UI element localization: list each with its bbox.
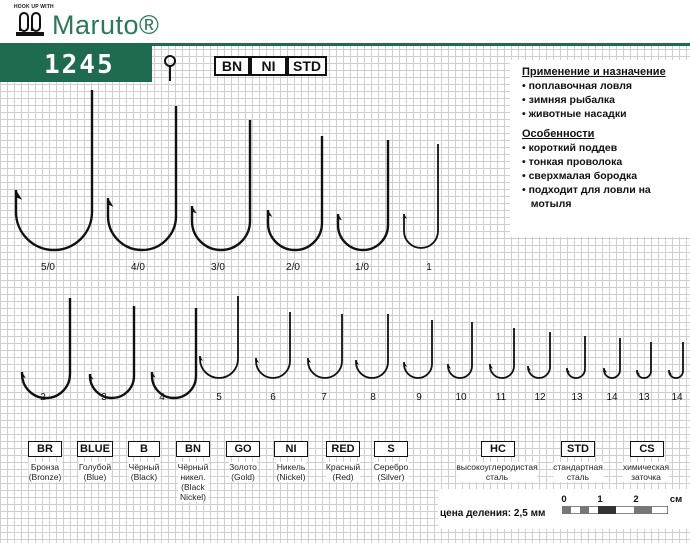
size-label: 5 (216, 392, 222, 403)
scale-mark: см (669, 494, 683, 505)
scale-mark: 0 (561, 494, 567, 505)
hook-8 (90, 306, 134, 398)
feature-item: • сверхмалая бородка (522, 170, 638, 182)
code-desc: Бронза (Bronze) (28, 462, 62, 482)
scale-mark: 1 (597, 494, 603, 505)
hook-16 (490, 328, 514, 378)
size-label: 10 (455, 392, 467, 403)
size-label: 2 (40, 392, 46, 403)
hook-3 (192, 120, 250, 250)
code-badge-br: BR (28, 441, 62, 457)
code-badge-go: GO (226, 441, 260, 457)
size-label: 11 (495, 392, 507, 403)
code-desc: Чёрный никел. (Black Nickel) (177, 462, 209, 502)
scale-ruler (562, 506, 668, 514)
size-label: 9 (416, 392, 422, 403)
size-label: 7 (321, 392, 327, 403)
feature-item: мотыля (522, 198, 572, 210)
hook-14 (404, 320, 432, 378)
code-desc: Красный (Red) (325, 462, 361, 482)
code-desc: высокоуглеродистая сталь (456, 462, 538, 482)
features-title: Особенности (522, 128, 595, 140)
code-badge-cs: CS (630, 441, 664, 457)
feature-item: • подходит для ловли на (522, 184, 651, 196)
ringed-eye-icon (160, 54, 180, 82)
size-label: 1/0 (355, 262, 369, 273)
code-desc: химическая заточка (622, 462, 670, 482)
code-badge-b: B (128, 441, 160, 457)
hook-4 (268, 136, 322, 250)
size-label: 13 (571, 392, 583, 403)
feature-item: • короткий поддев (522, 142, 618, 154)
code-desc: Серебро (Silver) (373, 462, 409, 482)
code-badge-bn: BN (176, 441, 210, 457)
hook-15 (448, 322, 472, 378)
size-label: 13 (638, 392, 650, 403)
size-label: 1 (426, 262, 432, 273)
hook-7 (22, 298, 70, 398)
hook-20 (637, 342, 651, 378)
code-badge-s: S (374, 441, 408, 457)
code-desc: стандартная сталь (553, 462, 603, 482)
hook-12 (308, 314, 342, 378)
scale-caption: цена деления: 2,5 мм (440, 508, 546, 519)
hook-10 (200, 296, 238, 378)
application-item: • поплавочная ловля (522, 80, 633, 92)
hook-17 (528, 332, 550, 378)
size-label: 14 (671, 392, 683, 403)
size-label: 6 (270, 392, 276, 403)
size-label: 5/0 (41, 262, 55, 273)
hook-13 (356, 314, 388, 378)
hook-21 (669, 342, 683, 378)
size-label: 14 (606, 392, 618, 403)
code-badge-red: RED (326, 441, 360, 457)
finish-badge-ni: NI (250, 56, 287, 76)
hook-sizes-illustration (0, 80, 690, 420)
size-label: 4 (159, 392, 165, 403)
hook-6 (404, 144, 438, 248)
application-title: Применение и назначение (522, 66, 666, 78)
size-label: 2/0 (286, 262, 300, 273)
code-desc: Чёрный (Black) (128, 462, 160, 482)
size-label: 12 (534, 392, 546, 403)
model-number: 1245 (44, 50, 115, 80)
application-item: • зимняя рыбалка (522, 94, 616, 106)
feature-item: • тонкая проволока (522, 156, 623, 168)
size-label: 8 (370, 392, 376, 403)
hook-11 (256, 312, 290, 378)
brand-logo-icon (14, 11, 46, 37)
code-desc: Никель (Nickel) (276, 462, 306, 482)
code-badge-ni: NI (274, 441, 308, 457)
hook-5 (338, 140, 388, 250)
code-desc: Золото (Gold) (229, 462, 257, 482)
finish-badge-bn: BN (214, 56, 250, 76)
brand-name: Maruto® (52, 10, 160, 40)
finish-badge-std: STD (287, 56, 327, 76)
application-item: • животные насадки (522, 108, 627, 120)
size-label: 4/0 (131, 262, 145, 273)
hook-1 (16, 90, 92, 250)
scale-mark: 2 (633, 494, 639, 505)
size-label: 3 (101, 392, 107, 403)
code-badge-hc: HC (481, 441, 515, 457)
code-badge-blue: BLUE (77, 441, 113, 457)
size-label: 3/0 (211, 262, 225, 273)
code-desc: Голубой (Blue) (78, 462, 112, 482)
code-badge-std: STD (561, 441, 595, 457)
hook-2 (108, 106, 176, 250)
brand-tagline: HOOK UP WITH (14, 4, 54, 10)
hook-18 (567, 336, 585, 378)
hook-9 (152, 308, 196, 398)
